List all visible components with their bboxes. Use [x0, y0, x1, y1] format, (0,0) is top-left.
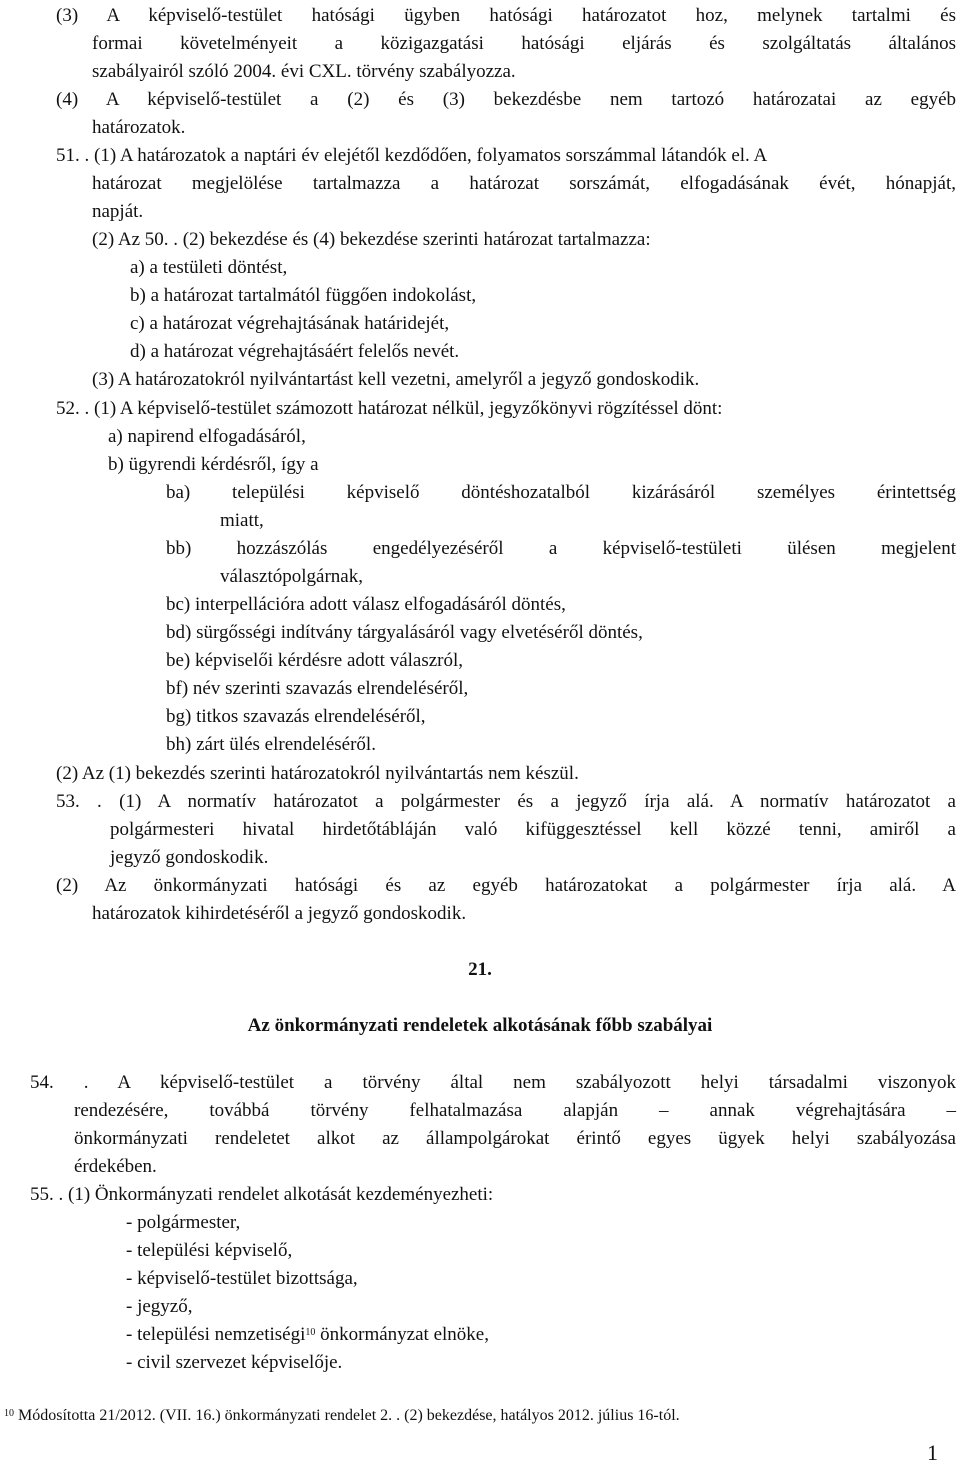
list-item: bd) sürgősségi indítvány tárgyalásáról vagy elvetéséről döntés, [166, 622, 643, 643]
list-item: bf) név szerinti szavazás elrendeléséről, [166, 678, 469, 699]
paragraph-line: (2) Az önkormányzati hatósági és az egyéb határozatokat a polgármester írja alá. A [56, 875, 956, 896]
list-item: - képviselő-testület bizottsága, [126, 1268, 358, 1289]
footnote [4, 1406, 680, 1426]
paragraph-line: önkormányzati rendeletet alkot az állampolgárokat érintő egyes ügyek helyi szabályozása [74, 1128, 956, 1149]
footnote-marker: 10 [4, 1408, 14, 1419]
list-item: - civil szervezet képviselője. [126, 1352, 343, 1373]
list-item: - jegyző, [126, 1296, 193, 1317]
paragraph-line: határozat megjelölése tartalmazza a határozat sorszámát, elfogadásának évét, hónapját, [92, 173, 956, 194]
paragraph-line: határozatok. [92, 117, 186, 138]
paragraph-line: 54. . A képviselő-testület a törvény által nem szabályozott helyi társadalmi viszonyok [30, 1072, 956, 1093]
list-item [126, 1323, 489, 1347]
paragraph-line: érdekében. [74, 1156, 157, 1177]
list-item: - települési képviselő, [126, 1240, 293, 1261]
paragraph-line: (2) Az (1) bekezdés szerinti határozatokról nyilvántartás nem készül. [56, 763, 579, 784]
list-item: c) a határozat végrehajtásának határidejét, [130, 313, 450, 334]
section-number: 21. [468, 959, 492, 980]
list-item-text: önkormányzat elnöke, [320, 1324, 489, 1345]
list-item: d) a határozat végrehajtásáért felelős nevét. [130, 341, 460, 362]
page-number: 1 [927, 1440, 938, 1465]
paragraph-line: (2) Az 50. . (2) bekezdése és (4) bekezdése szerinti határozat tartalmazza: [92, 229, 651, 250]
paragraph-line: 52. . (1) A képviselő-testület számozott határozat nélkül, jegyzőkönyvi rögzítéssel dönt: [56, 398, 723, 419]
paragraph-line: jegyző gondoskodik. [110, 847, 269, 868]
list-item: választópolgárnak, [220, 566, 363, 587]
paragraph-line: 53. . (1) A normatív határozatot a polgármester és a jegyző írja alá. A normatív határozatot a [56, 791, 956, 812]
footnote-text: Módosította 21/2012. (VII. 16.) önkormányzati rendelet 2. . (2) bekezdése, hatályos 2012. július 16-tól. [18, 1407, 680, 1424]
paragraph-line: szabályairól szóló 2004. évi CXL. törvény szabályozza. [92, 61, 516, 82]
paragraph-line: formai követelményeit a közigazgatási hatósági eljárás és szolgáltatás általános [92, 33, 956, 54]
list-item: b) a határozat tartalmától függően indokolást, [130, 285, 477, 306]
paragraph-line: (4) A képviselő-testület a (2) és (3) bekezdésbe nem tartozó határozatai az egyéb [56, 89, 956, 110]
paragraph-line: 55. . (1) Önkormányzati rendelet alkotását kezdeményezheti: [30, 1184, 494, 1205]
list-item: miatt, [220, 510, 264, 531]
list-item: bc) interpellációra adott válasz elfogadásáról döntés, [166, 594, 566, 615]
list-item: a) napirend elfogadásáról, [108, 426, 306, 447]
list-item: bh) zárt ülés elrendeléséről. [166, 734, 376, 755]
section-title: Az önkormányzati rendeletek alkotásának főbb szabályai [247, 1015, 713, 1036]
list-item: be) képviselői kérdésre adott válaszról, [166, 650, 464, 671]
list-item: a) a testületi döntést, [130, 257, 288, 278]
list-item: b) ügyrendi kérdésről, így a [108, 454, 319, 475]
list-item: ba) települési képviselő döntéshozatalból kizárásáról személyes érintettség [166, 482, 956, 503]
footnote-reference[interactable]: 10 [305, 1327, 316, 1338]
paragraph-line: (3) A képviselő-testület hatósági ügyben hatósági határozatot hoz, melynek tartalmi és [56, 5, 956, 26]
paragraph-line: 51. . (1) A határozatok a naptári év elejétől kezdődően, folyamatos sorszámmal látandók el. A [56, 145, 768, 166]
paragraph-line: polgármesteri hivatal hirdetőtábláján való kifüggesztéssel kell közzé tenni, amiről a [110, 819, 956, 840]
paragraph-line: határozatok kihirdetéséről a jegyző gondoskodik. [92, 903, 467, 924]
paragraph-line: napját. [92, 201, 144, 222]
list-item-text: - települési nemzetiségi [126, 1324, 306, 1345]
paragraph-line: (3) A határozatokról nyilvántartást kell vezetni, amelyről a jegyző gondoskodik. [92, 369, 700, 390]
paragraph-line: rendezésére, továbbá törvény felhatalmazása alapján – annak végrehajtására – [74, 1100, 956, 1121]
list-item: bg) titkos szavazás elrendeléséről, [166, 706, 426, 727]
list-item: bb) hozzászólás engedélyezéséről a képviselő-testületi ülésen megjelent [166, 538, 956, 559]
list-item: - polgármester, [126, 1212, 241, 1233]
